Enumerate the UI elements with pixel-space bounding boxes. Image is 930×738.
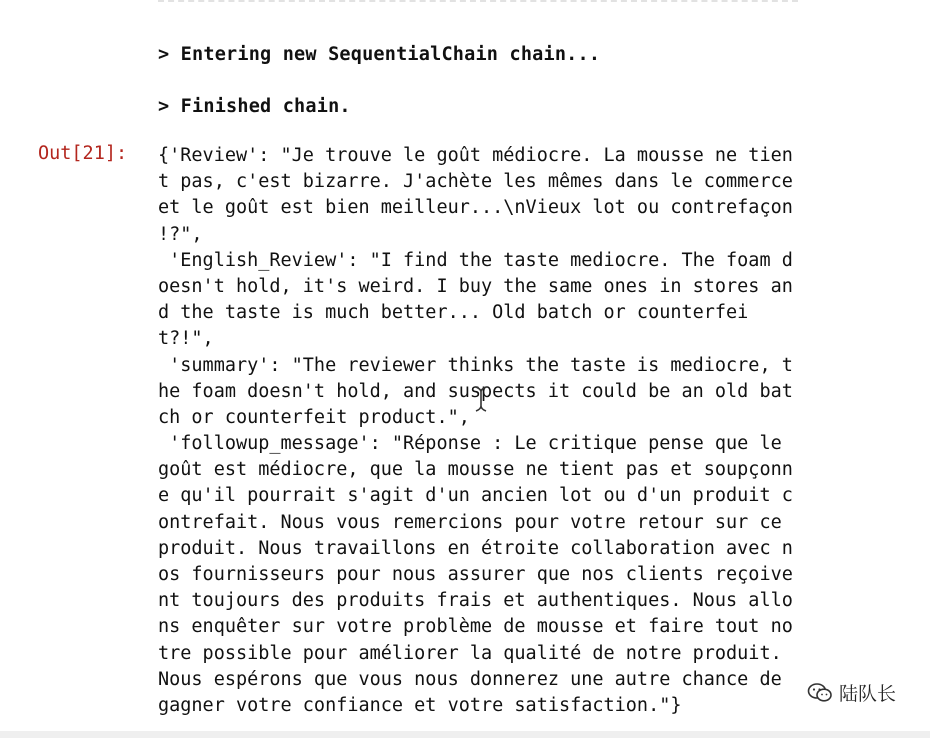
output-line: ontrefait. Nous vous remercions pour votre retour sur ce	[158, 511, 782, 533]
watermark-text: 陆队长	[838, 683, 896, 705]
cell-output-text[interactable]	[158, 143, 918, 719]
output-line: ns enquêter sur votre problème de mousse et faire tout no	[158, 616, 793, 638]
output-line: et le goût est bien meilleur...\nVieux lot ou contrefaçon	[158, 197, 793, 219]
watermark	[807, 679, 896, 706]
output-line: 'English_Review': "I find the taste mediocre. The foam d	[158, 249, 793, 271]
output-line: os fournisseurs pour nous assurer que nos clients reçoive	[158, 564, 793, 585]
output-line: e qu'il pourrait s'agit d'un ancien lot ou d'un produit c	[158, 485, 793, 507]
output-line: nt toujours des produits frais et authentiques. Nous allo	[158, 590, 793, 612]
output-line: ch or counterfeit product.",	[158, 406, 470, 428]
output-line: Nous espérons que vous nous donnerez une autre chance de	[158, 668, 782, 690]
wechat-icon	[807, 682, 833, 704]
output-line: he foam doesn't hold, and suspects it could be an old bat	[158, 380, 793, 402]
output-line: 'followup_message': "Réponse : Le critique pense que le	[158, 433, 782, 455]
output-prompt: Out[21]:	[38, 143, 128, 164]
cell-separator	[158, 0, 798, 8]
output-line: d the taste is much better... Old batch or counterfei	[158, 302, 749, 324]
cell-bottom-border	[0, 731, 930, 738]
output-line: t?!",	[158, 328, 214, 350]
output-line: oesn't hold, it's weird. I buy the same ones in stores an	[158, 275, 793, 297]
text-cursor-icon	[474, 385, 488, 413]
output-line: {'Review': "Je trouve le goût médiocre. La mousse ne tien	[158, 145, 793, 166]
output-line: tre possible pour améliorer la qualité de notre produit.	[158, 642, 782, 664]
output-line: produit. Nous travaillons en étroite collaboration avec n	[158, 537, 793, 559]
output-line: t pas, c'est bizarre. J'achète les mêmes dans le commerce	[158, 171, 793, 193]
stream-output-line: > Finished chain.	[158, 96, 351, 117]
output-line: !?",	[158, 223, 203, 245]
output-line: gagner votre confiance et votre satisfaction."}	[158, 694, 682, 716]
output-line: 'summary': "The reviewer thinks the taste is mediocre, t	[158, 354, 793, 376]
output-line: goût est médiocre, que la mousse ne tient pas et soupçonn	[158, 459, 793, 481]
stream-output-line: > Entering new SequentialChain chain...	[158, 44, 601, 65]
